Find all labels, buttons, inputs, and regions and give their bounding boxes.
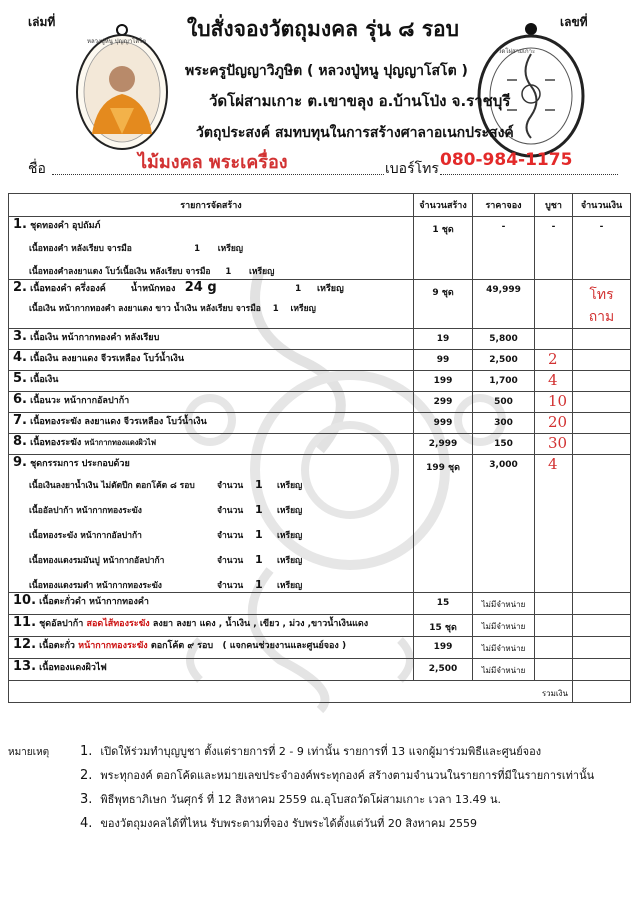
row-title: เนื้อนวะ หน้ากากอัลปาก้า — [30, 396, 130, 406]
sub-count: 1 — [255, 578, 263, 591]
row-title: เนื้อเงิน หน้ากากทองคำ หลังเรียบ — [30, 333, 160, 343]
row-amount[interactable] — [573, 413, 631, 434]
col-header-price: ราคาจอง — [473, 194, 535, 217]
row-buy[interactable]: 4 — [535, 371, 573, 392]
row-price: ไม่มีจำหน่าย — [473, 593, 535, 615]
total-value[interactable] — [573, 681, 631, 703]
row-price: - — [473, 217, 535, 280]
sub-count-label: จำนวน — [217, 506, 244, 516]
col-header-quantity: จำนวนสร้าง — [414, 194, 473, 217]
sub-item: เนื้อทองคำลงยาแดง โบว์เนื้อเงิน หลังเรียบ จารมือ — [29, 267, 211, 277]
table-row — [9, 280, 631, 329]
row-amount[interactable] — [573, 434, 631, 455]
total-row — [9, 681, 631, 703]
row-amount[interactable]: - — [573, 217, 631, 280]
row-quantity: 9 ชุด — [414, 280, 473, 329]
row-title-highlight: หน้ากากทองระฆัง — [78, 641, 148, 651]
col-header-item: รายการจัดสร้าง — [9, 194, 414, 217]
row-quantity: 1 ชุด — [414, 217, 473, 280]
table-header-row — [9, 194, 631, 217]
row-buy[interactable] — [535, 659, 573, 681]
note-item — [80, 814, 477, 832]
row-title: เนื้อตะกั่ว — [39, 641, 75, 651]
col-header-amount: จำนวนเงิน — [573, 194, 631, 217]
sub-item: เนื้ออัลปาก้า หน้ากากทองระฆัง — [29, 506, 142, 516]
total-label: รวมเงิน — [535, 681, 573, 703]
note-text: พระทุกองค์ ตอกโค้ดและหมายเลขประจำองค์พระทุกองค์ สร้างตามจำนวนในรายการที่มีในรายการเท่านั้น — [100, 769, 595, 782]
note-text: พิธีพุทธาภิเษก วันศุกร์ ที่ 12 สิงหาคม 2559 ณ.อุโบสถวัดโผ่สามเกาะ เวลา 13.49 น. — [100, 793, 502, 806]
sub-count: 1 — [255, 553, 263, 566]
row-quantity: 15 ชุด — [414, 615, 473, 637]
table-row — [9, 455, 631, 593]
row-price: 300 — [473, 413, 535, 434]
notes-label: หมายเหตุ — [8, 747, 50, 758]
row-buy[interactable]: 30 — [535, 434, 573, 455]
row-title-note: ( แจกคนช่วยงานและศูนย์จอง ) — [222, 641, 347, 651]
sub-count: 1 — [255, 503, 263, 516]
note-text: เปิดให้ร่วมทำบุญบูชา ตั้งแต่รายการที่ 2 - 9 เท่านั้น รายการที่ 13 แจกผู้มาร่วมพิธีและศูนย์จอง — [100, 745, 542, 758]
row-title: ชุดกรรมการ ประกอบด้วย — [30, 459, 130, 469]
row-buy[interactable] — [535, 615, 573, 637]
row-price: 2,500 — [473, 350, 535, 371]
row-title-detail: ลงยา ลงยา แดง , น้ำเงิน , เขียว , ม่วง ,ขาวน้ำเงินแดง — [152, 619, 369, 629]
note-number: 1. — [80, 744, 93, 759]
row-quantity: 299 — [414, 392, 473, 413]
sub-unit: เหรียญ — [277, 506, 303, 516]
row-amount[interactable] — [573, 659, 631, 681]
note-item — [80, 766, 594, 784]
note-number: 3. — [80, 792, 93, 807]
row-number: 1. — [13, 217, 27, 232]
coin-back-inscription: วัดโผ่สามเกาะ — [498, 48, 536, 55]
sub-item: เนื้อทองระฆัง หน้ากากอัลปาก้า — [29, 531, 142, 541]
row-buy[interactable]: 10 — [535, 392, 573, 413]
row-quantity: 199 — [414, 637, 473, 659]
row-price: ไม่มีจำหน่าย — [473, 615, 535, 637]
name-value: ไม้มงคล พระเครื่อง — [138, 152, 288, 173]
table-row — [9, 217, 631, 280]
row-price: 1,700 — [473, 371, 535, 392]
sub-unit: เหรียญ — [277, 481, 303, 491]
sub-count: 1 — [225, 267, 232, 277]
table-row — [9, 329, 631, 350]
sub-unit: เหรียญ — [290, 304, 316, 314]
page-title: ใบสั่งจองวัตถุมงคล รุ่น ๘ รอบ — [187, 17, 459, 41]
row-number: 9. — [13, 455, 27, 470]
sub-count-label: จำนวน — [217, 581, 244, 591]
row-unit: เหรียญ — [316, 284, 344, 294]
row-amount[interactable] — [573, 392, 631, 413]
row-buy[interactable] — [535, 593, 573, 615]
table-row — [9, 615, 631, 637]
row-title: ชุดทองคำ อุปถัมภ์ — [30, 221, 101, 231]
sub-item: เนื้อเงินลงยาน้ำเงิน ไม่ตัดปีก ตอกโค้ต ๘ รอบ — [29, 481, 195, 491]
row-title: ชุดอัลปาก้า — [39, 619, 84, 629]
note-text: ของวัตถุมงคลได้ที่ไหน รับพระตามที่จอง รับพระได้ตั้งแต่วันที่ 20 สิงหาคม 2559 — [100, 817, 477, 830]
sub-unit: เหรียญ — [277, 581, 303, 591]
row-quantity: 19 — [414, 329, 473, 350]
sub-item: เนื้อทองแดงรมมันปู หน้ากากอัลปาก้า — [29, 556, 165, 566]
row-count: 1 — [295, 284, 302, 294]
sub-unit: เหรียญ — [217, 244, 244, 254]
row-buy[interactable]: 2 — [535, 350, 573, 371]
sub-item: เนื้อเงิน หน้ากากทองคำ ลงยาแดง ขาว น้ำเงิน หลังเรียบ จารมือ — [29, 304, 261, 314]
note-number: 2. — [80, 768, 93, 783]
row-weight-label: น้ำหนักทอง — [130, 284, 176, 294]
row-title: เนื้อตะกั่วดำ หน้ากากทองคำ — [39, 597, 149, 607]
name-label: ชื่อ — [28, 161, 46, 177]
sub-count-label: จำนวน — [217, 481, 244, 491]
row-title: เนื้อทองคำ ครึ่งองค์ — [30, 284, 106, 294]
row-amount[interactable] — [573, 350, 631, 371]
row-buy[interactable]: - — [535, 217, 573, 280]
row-number: 3. — [13, 329, 27, 344]
sub-item: เนื้อทองคำ หลังเรียบ จารมือ — [29, 244, 132, 254]
row-amount[interactable] — [573, 329, 631, 350]
sub-count: 1 — [194, 244, 200, 254]
table-row — [9, 593, 631, 615]
row-quantity: 2,500 — [414, 659, 473, 681]
table-row — [9, 637, 631, 659]
col-header-buy: บูชา — [535, 194, 573, 217]
row-quantity: 199 ชุด — [414, 455, 473, 593]
row-price: 150 — [473, 434, 535, 455]
row-title-detail: ตอกโค้ต ๙ รอบ — [150, 641, 214, 651]
table-row — [9, 371, 631, 392]
book-number-label: เล่มที่ — [28, 15, 56, 29]
sub-count: 1 — [272, 304, 279, 314]
row-number: 10. — [13, 593, 37, 608]
table-row — [9, 392, 631, 413]
note-item — [80, 742, 541, 760]
phone-label: เบอร์โทร — [385, 161, 439, 177]
row-quantity: 999 — [414, 413, 473, 434]
row-price: 5,800 — [473, 329, 535, 350]
row-buy[interactable] — [535, 280, 573, 329]
row-quantity: 199 — [414, 371, 473, 392]
monk-name: พระครูปัญญาวิภูษิต ( หลวงปู่หนู ปุญญาโสโต ) — [185, 63, 468, 79]
row-quantity: 99 — [414, 350, 473, 371]
table-row — [9, 350, 631, 371]
row-buy[interactable]: 20 — [535, 413, 573, 434]
row-number: 11. — [13, 615, 37, 630]
sub-count: 1 — [255, 478, 263, 491]
note-item — [80, 790, 501, 808]
row-number: 4. — [13, 350, 27, 365]
note-number: 4. — [80, 816, 93, 831]
row-amount[interactable] — [573, 615, 631, 637]
table-row — [9, 659, 631, 681]
row-buy[interactable] — [535, 637, 573, 659]
row-number: 13. — [13, 659, 37, 674]
row-title: เนื้อทองระฆัง — [30, 438, 82, 448]
row-buy[interactable] — [535, 329, 573, 350]
row-number: 2. — [13, 280, 27, 295]
row-amount[interactable] — [573, 637, 631, 659]
sub-item: เนื้อทองแดงรมดำ หน้ากากทองระฆัง — [29, 581, 162, 591]
row-price: ไม่มีจำหน่าย — [473, 659, 535, 681]
purpose-line: วัตถุประสงค์ สมทบทุนในการสร้างศาลาอเนกประสงค์ — [196, 125, 514, 141]
row-title: เนื้อเงิน ลงยาแดง จีวรเหลือง โบว์น้ำเงิน — [30, 354, 184, 364]
row-number: 5. — [13, 371, 27, 386]
row-number: 12. — [13, 637, 37, 652]
row-title: เนื้อทองระฆัง ลงยาแดง จีวรเหลือง โบว์น้ำเงิน — [30, 417, 207, 427]
row-weight: 24 g — [184, 280, 217, 295]
row-quantity: 15 — [414, 593, 473, 615]
row-number: 8. — [13, 434, 27, 449]
sub-unit: เหรียญ — [249, 267, 275, 277]
row-number: 7. — [13, 413, 27, 428]
order-table — [8, 193, 631, 703]
sub-unit: เหรียญ — [277, 556, 303, 566]
row-title: เนื้อเงิน — [30, 375, 59, 385]
row-title: เนื้อทองแดงผิวไฟ — [39, 663, 107, 673]
row-buy[interactable]: 4 — [535, 455, 573, 593]
document-number-label: เลขที่ — [560, 15, 588, 29]
row-price: 3,000 — [473, 455, 535, 593]
sub-count-label: จำนวน — [217, 531, 244, 541]
row-amount[interactable]: โทรถาม — [573, 280, 631, 329]
row-amount[interactable] — [573, 593, 631, 615]
row-price: ไม่มีจำหน่าย — [473, 637, 535, 659]
sub-count: 1 — [255, 528, 263, 541]
row-quantity: 2,999 — [414, 434, 473, 455]
row-price: 49,999 — [473, 280, 535, 329]
row-price: 500 — [473, 392, 535, 413]
row-title-detail: หน้ากากทองแดงผิวไฟ — [84, 438, 157, 447]
sub-count-label: จำนวน — [217, 556, 244, 566]
sub-unit: เหรียญ — [277, 531, 303, 541]
coin-inscription: หลวงปู่หนู ปุญญาโสโต — [87, 38, 147, 45]
row-number: 6. — [13, 392, 27, 407]
temple-address: วัดโผ่สามเกาะ ต.เขาขลุง อ.บ้านโป่ง จ.ราชบุรี — [209, 92, 511, 110]
row-amount[interactable] — [573, 371, 631, 392]
table-row — [9, 413, 631, 434]
table-row — [9, 434, 631, 455]
phone-value: 080-984-1175 — [440, 150, 573, 170]
row-amount[interactable] — [573, 455, 631, 593]
row-title-highlight: สอดไส้ทองระฆัง — [86, 619, 150, 629]
